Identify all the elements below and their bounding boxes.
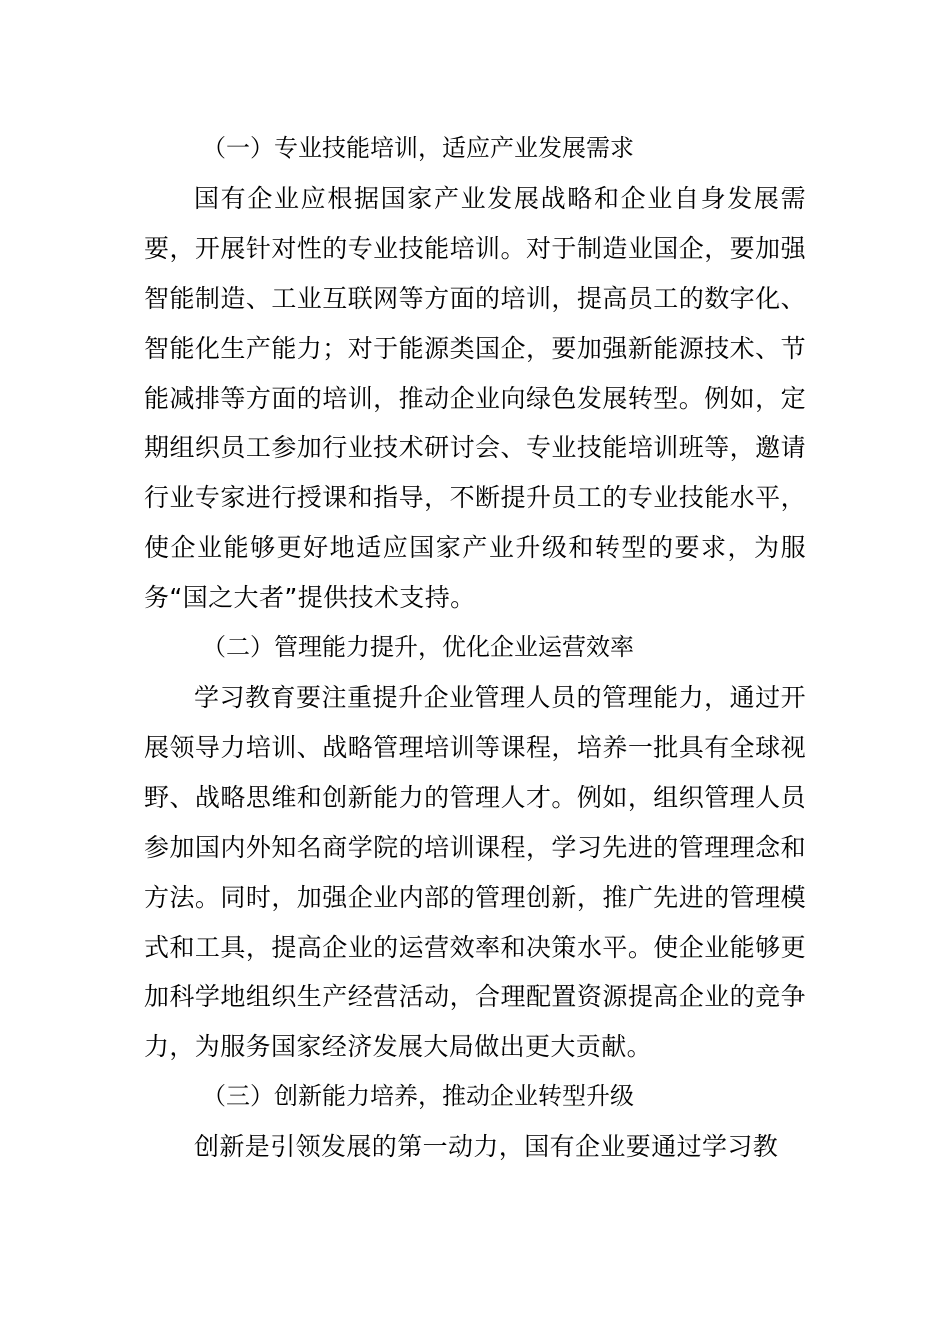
document-body: [144, 124, 806, 1172]
section-heading-2: （二）管理能力提升，优化企业运营效率: [202, 633, 634, 662]
section-paragraph-1: 国有企业应根据国家产业发展战略和企业自身发展需要，开展针对性的专业技能培训。对于制造业国企，要加强智能制造、工业互联网等方面的培训，提高员工的数字化、智能化生产能力；对于能源类国企，要加强新能源技术、节能减排等方面的培训，推动企业向绿色发展转型。例如，定期组织员工参加行业技术研讨会、专业技能培训班等，邀请行业专家进行授课和指导，不断提升员工的专业技能水平，使企业能够更好地适应国家产业升级和转型的要求，为服务“国之大者”提供技术支持。: [144, 183, 806, 613]
section-paragraph-2: 学习教育要注重提升企业管理人员的管理能力，通过开展领导力培训、战略管理培训等课程，培养一批具有全球视野、战略思维和创新能力的管理人才。例如，组织管理人员参加国内外知名商学院的培训课程，学习先进的管理理念和方法。同时，加强企业内部的管理创新，推广先进的管理模式和工具，提高企业的运营效率和决策水平。使企业能够更加科学地组织生产经营活动，合理配置资源提高企业的竞争力，为服务国家经济发展大局做出更大贡献。: [144, 682, 806, 1062]
section-paragraph-3: 创新是引领发展的第一动力，国有企业要通过学习教: [194, 1132, 779, 1162]
section-heading-3: （三）创新能力培养，推动企业转型升级: [202, 1082, 634, 1111]
section-heading-1: （一）专业技能培训，适应产业发展需求: [202, 134, 634, 162]
